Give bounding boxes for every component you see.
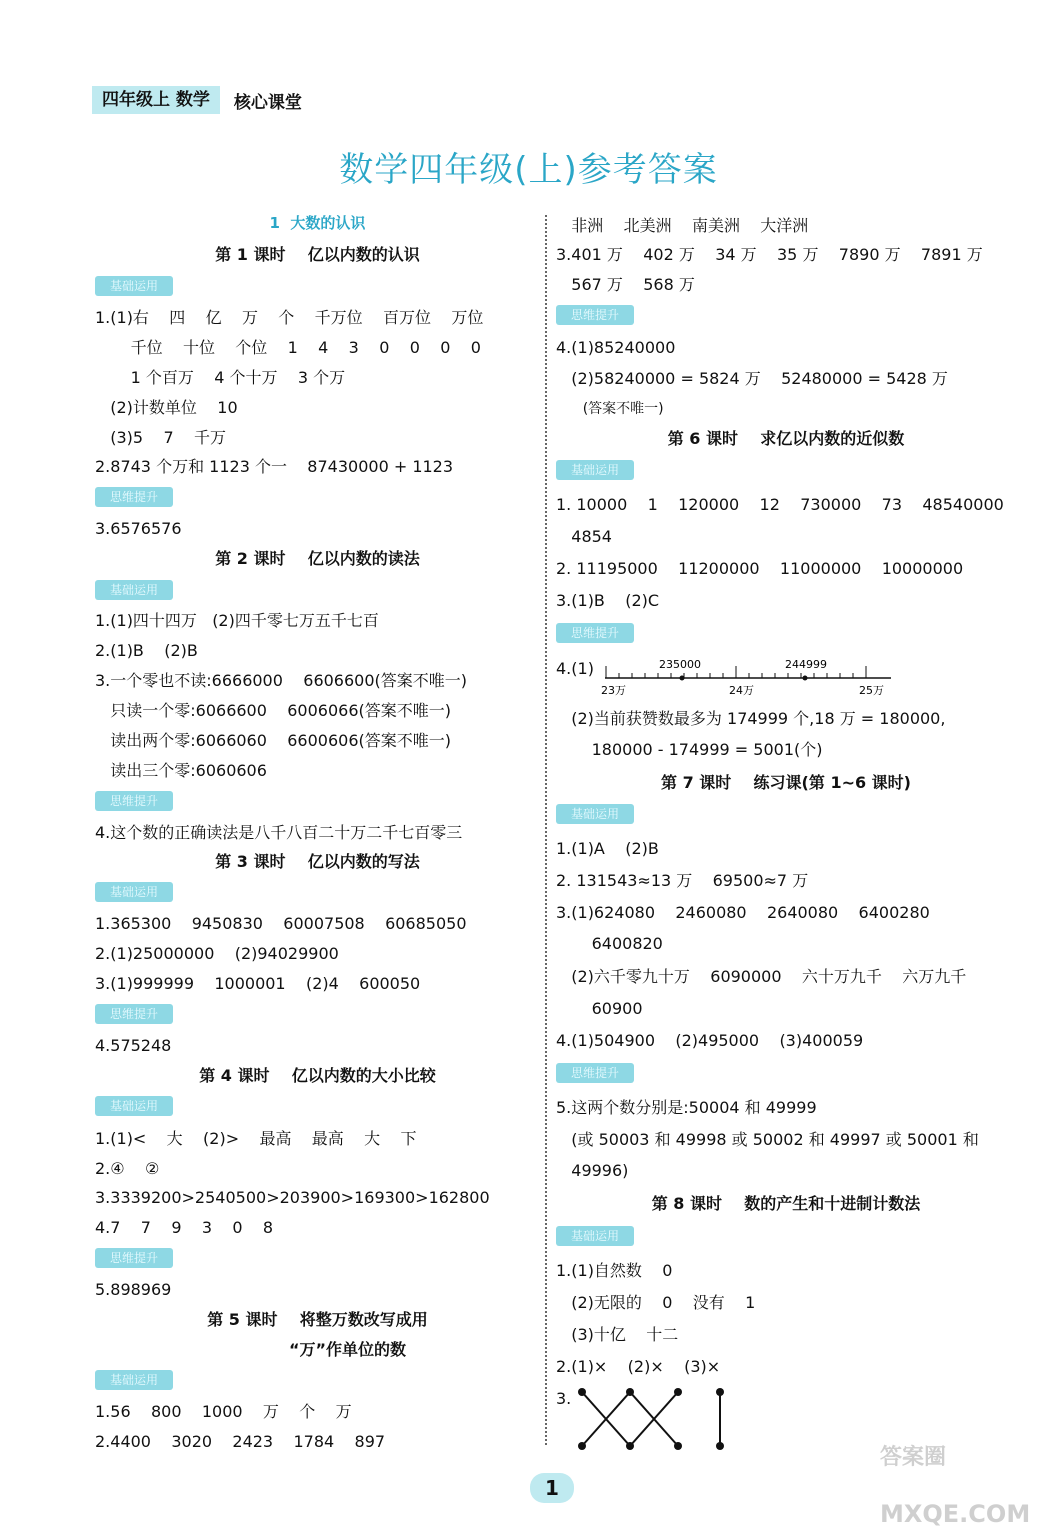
answer-line: 4.7 7 9 3 0 8 (95, 1218, 274, 1237)
number-line-ticks (606, 666, 866, 678)
answer-line: 1. 10000 1 120000 12 730000 73 48540000 (556, 495, 1004, 514)
answer-line: 4.(1) (556, 659, 594, 678)
answer-line: 4.这个数的正确读法是八千八百二十万二千七百零三 (95, 823, 463, 842)
answer-line: 2. 11195000 11200000 11000000 10000000 (556, 559, 964, 578)
number-line-tick-label: 24万 (729, 684, 754, 697)
answer-line: 1.(1)右 四 亿 万 个 千万位 百万位 万位 (95, 308, 484, 327)
section-badge: 思维提升 (556, 1063, 634, 1083)
answer-line: 3.401 万 402 万 34 万 35 万 7890 万 7891 万 (556, 245, 983, 264)
section-badge: 基础运用 (556, 460, 634, 480)
answer-line: (3)5 7 千万 (95, 428, 226, 447)
number-line (601, 654, 901, 700)
lesson-title: 第 7 课时 练习课(第 1~6 课时) (661, 773, 911, 792)
section-badge: 思维提升 (95, 1004, 173, 1024)
page-number: 1 (530, 1473, 574, 1503)
section-badge: 思维提升 (95, 791, 173, 811)
answer-line: (3)十亿 十二 (556, 1325, 679, 1344)
answer-note: (答案不唯一) (556, 401, 664, 417)
matching-dot (716, 1442, 724, 1450)
answer-line: 读出两个零:6066060 6600606(答案不唯一) (95, 731, 451, 750)
page-header (92, 86, 302, 114)
lesson-title: 第 1 课时 亿以内数的认识 (215, 245, 420, 264)
answer-line: (2)58240000 = 5824 万 52480000 = 5428 万 (556, 369, 948, 388)
section-badge: 思维提升 (95, 1248, 173, 1268)
number-line-tick-label: 23万 (601, 684, 626, 697)
number-line-point-a (680, 676, 685, 681)
answer-line: 2.(1)× (2)× (3)× (556, 1357, 721, 1376)
section-badge: 基础运用 (556, 804, 634, 824)
answer-line: 180000 - 174999 = 5001(个) (556, 740, 823, 759)
section-badge: 基础运用 (95, 276, 173, 296)
answer-line: 读出三个零:6060606 (95, 761, 267, 780)
answer-line: 1.365300 9450830 60007508 60685050 (95, 914, 467, 933)
section-badge: 基础运用 (95, 1370, 173, 1390)
answer-line: 1.(1)四十四万 (2)四千零七万五千七百 (95, 611, 379, 630)
answer-line: 3.(1)B (2)C (556, 591, 660, 610)
answer-line: 3.(1)999999 1000001 (2)4 600050 (95, 974, 421, 993)
matching-dot (626, 1388, 634, 1396)
answer-line: (2)当前获赞数最多为 174999 个,18 万 = 180000, (556, 709, 946, 728)
answer-line: 2.8743 个万和 1123 个一 87430000 + 1123 (95, 457, 454, 476)
answer-line: 1.(1)A (2)B (556, 839, 659, 858)
answer-line: 2. 131543≈13 万 69500≈7 万 (556, 871, 809, 890)
answer-line: 只读一个零:6066600 6006066(答案不唯一) (95, 701, 451, 720)
section-badge: 基础运用 (95, 882, 173, 902)
answer-line: 2.(1)B (2)B (95, 641, 198, 660)
answer-line: 5.898969 (95, 1280, 172, 1299)
answer-line: 4.575248 (95, 1036, 172, 1055)
answer-line: (2)计数单位 10 (95, 398, 238, 417)
section-badge: 基础运用 (556, 1226, 634, 1246)
section-badge: 基础运用 (95, 580, 173, 600)
column-divider (545, 215, 547, 1445)
matching-dot (578, 1388, 586, 1396)
lesson-title: 第 2 课时 亿以内数的读法 (215, 549, 420, 568)
page-title: 数学四年级(上)参考答案 (339, 150, 718, 190)
answer-line: 4.(1)504900 (2)495000 (3)400059 (556, 1031, 864, 1050)
matching-dot (626, 1442, 634, 1450)
number-line-label-a: 235000 (659, 658, 701, 671)
answer-line: 1 个百万 4 个十万 3 个万 (95, 368, 346, 387)
answer-line: 1.(1)自然数 0 (556, 1261, 673, 1280)
watermark-url: MXQE.COM (880, 1500, 1031, 1528)
answer-line: 3.6576576 (95, 519, 182, 538)
number-line-tick-label: 25万 (859, 684, 884, 697)
lesson-title: 第 6 课时 求亿以内数的近似数 (667, 429, 905, 448)
matching-dot (578, 1442, 586, 1450)
answer-line: 6400820 (556, 934, 663, 953)
answer-line: 60900 (556, 999, 643, 1018)
unit-heading: 1 大数的认识 (269, 214, 366, 232)
matching-dot (674, 1442, 682, 1450)
section-badge: 思维提升 (95, 487, 173, 507)
answer-line: (或 50003 和 49998 或 50002 和 49997 或 50001 和 (556, 1130, 979, 1149)
answer-line: 1.(1)< 大 (2)> 最高 最高 大 下 (95, 1129, 417, 1148)
answer-line: 3. (556, 1389, 572, 1408)
lesson-title: 第 8 课时 数的产生和十进制计数法 (651, 1194, 921, 1213)
answer-line: 49996) (556, 1161, 629, 1180)
answer-line: 4854 (556, 527, 612, 546)
answer-line: 2.④ ② (95, 1159, 160, 1178)
answer-line: 3.(1)624080 2460080 2640080 6400280 (556, 903, 930, 922)
matching-diagram (574, 1384, 734, 1454)
answer-line: (2)无限的 0 没有 1 (556, 1293, 756, 1312)
course-label: 核心课堂 (233, 92, 302, 113)
lesson-title: 第 4 课时 亿以内数的大小比较 (199, 1066, 436, 1085)
answer-line: 4.(1)85240000 (556, 338, 676, 357)
section-badge: 思维提升 (556, 305, 634, 325)
answer-line: 非洲 北美洲 南美洲 大洋洲 (556, 216, 809, 235)
answer-line: 3.3339200>2540500>203900>169300>162800 (95, 1188, 490, 1207)
lesson-title: 第 3 课时 亿以内数的写法 (215, 852, 420, 871)
answer-line: 5.这两个数分别是:50004 和 49999 (556, 1098, 817, 1117)
matching-dot (716, 1388, 724, 1396)
answer-line: 3.一个零也不读:6666000 6606600(答案不唯一) (95, 671, 468, 690)
answer-line: 2.4400 3020 2423 1784 897 (95, 1432, 386, 1451)
section-badge: 基础运用 (95, 1096, 173, 1116)
grade-subject-label: 四年级上 数学 (92, 86, 220, 114)
number-line-label-b: 244999 (785, 658, 827, 671)
answer-line: 567 万 568 万 (556, 275, 695, 294)
lesson-title: 第 5 课时 将整万数改写成用 (207, 1310, 428, 1329)
answer-line: 2.(1)25000000 (2)94029900 (95, 944, 339, 963)
matching-dot (674, 1388, 682, 1396)
lesson-title-continued: “万”作单位的数 (288, 1340, 407, 1359)
watermark-logo: 答案圈 (880, 1445, 947, 1470)
section-badge: 思维提升 (556, 623, 634, 643)
answer-line: 千位 十位 个位 1 4 3 0 0 0 0 (95, 338, 481, 357)
answer-line: (2)六千零九十万 6090000 六十万九千 六万九千 (556, 967, 967, 986)
number-line-point-b (803, 676, 808, 681)
answer-line: 1.56 800 1000 万 个 万 (95, 1402, 352, 1421)
